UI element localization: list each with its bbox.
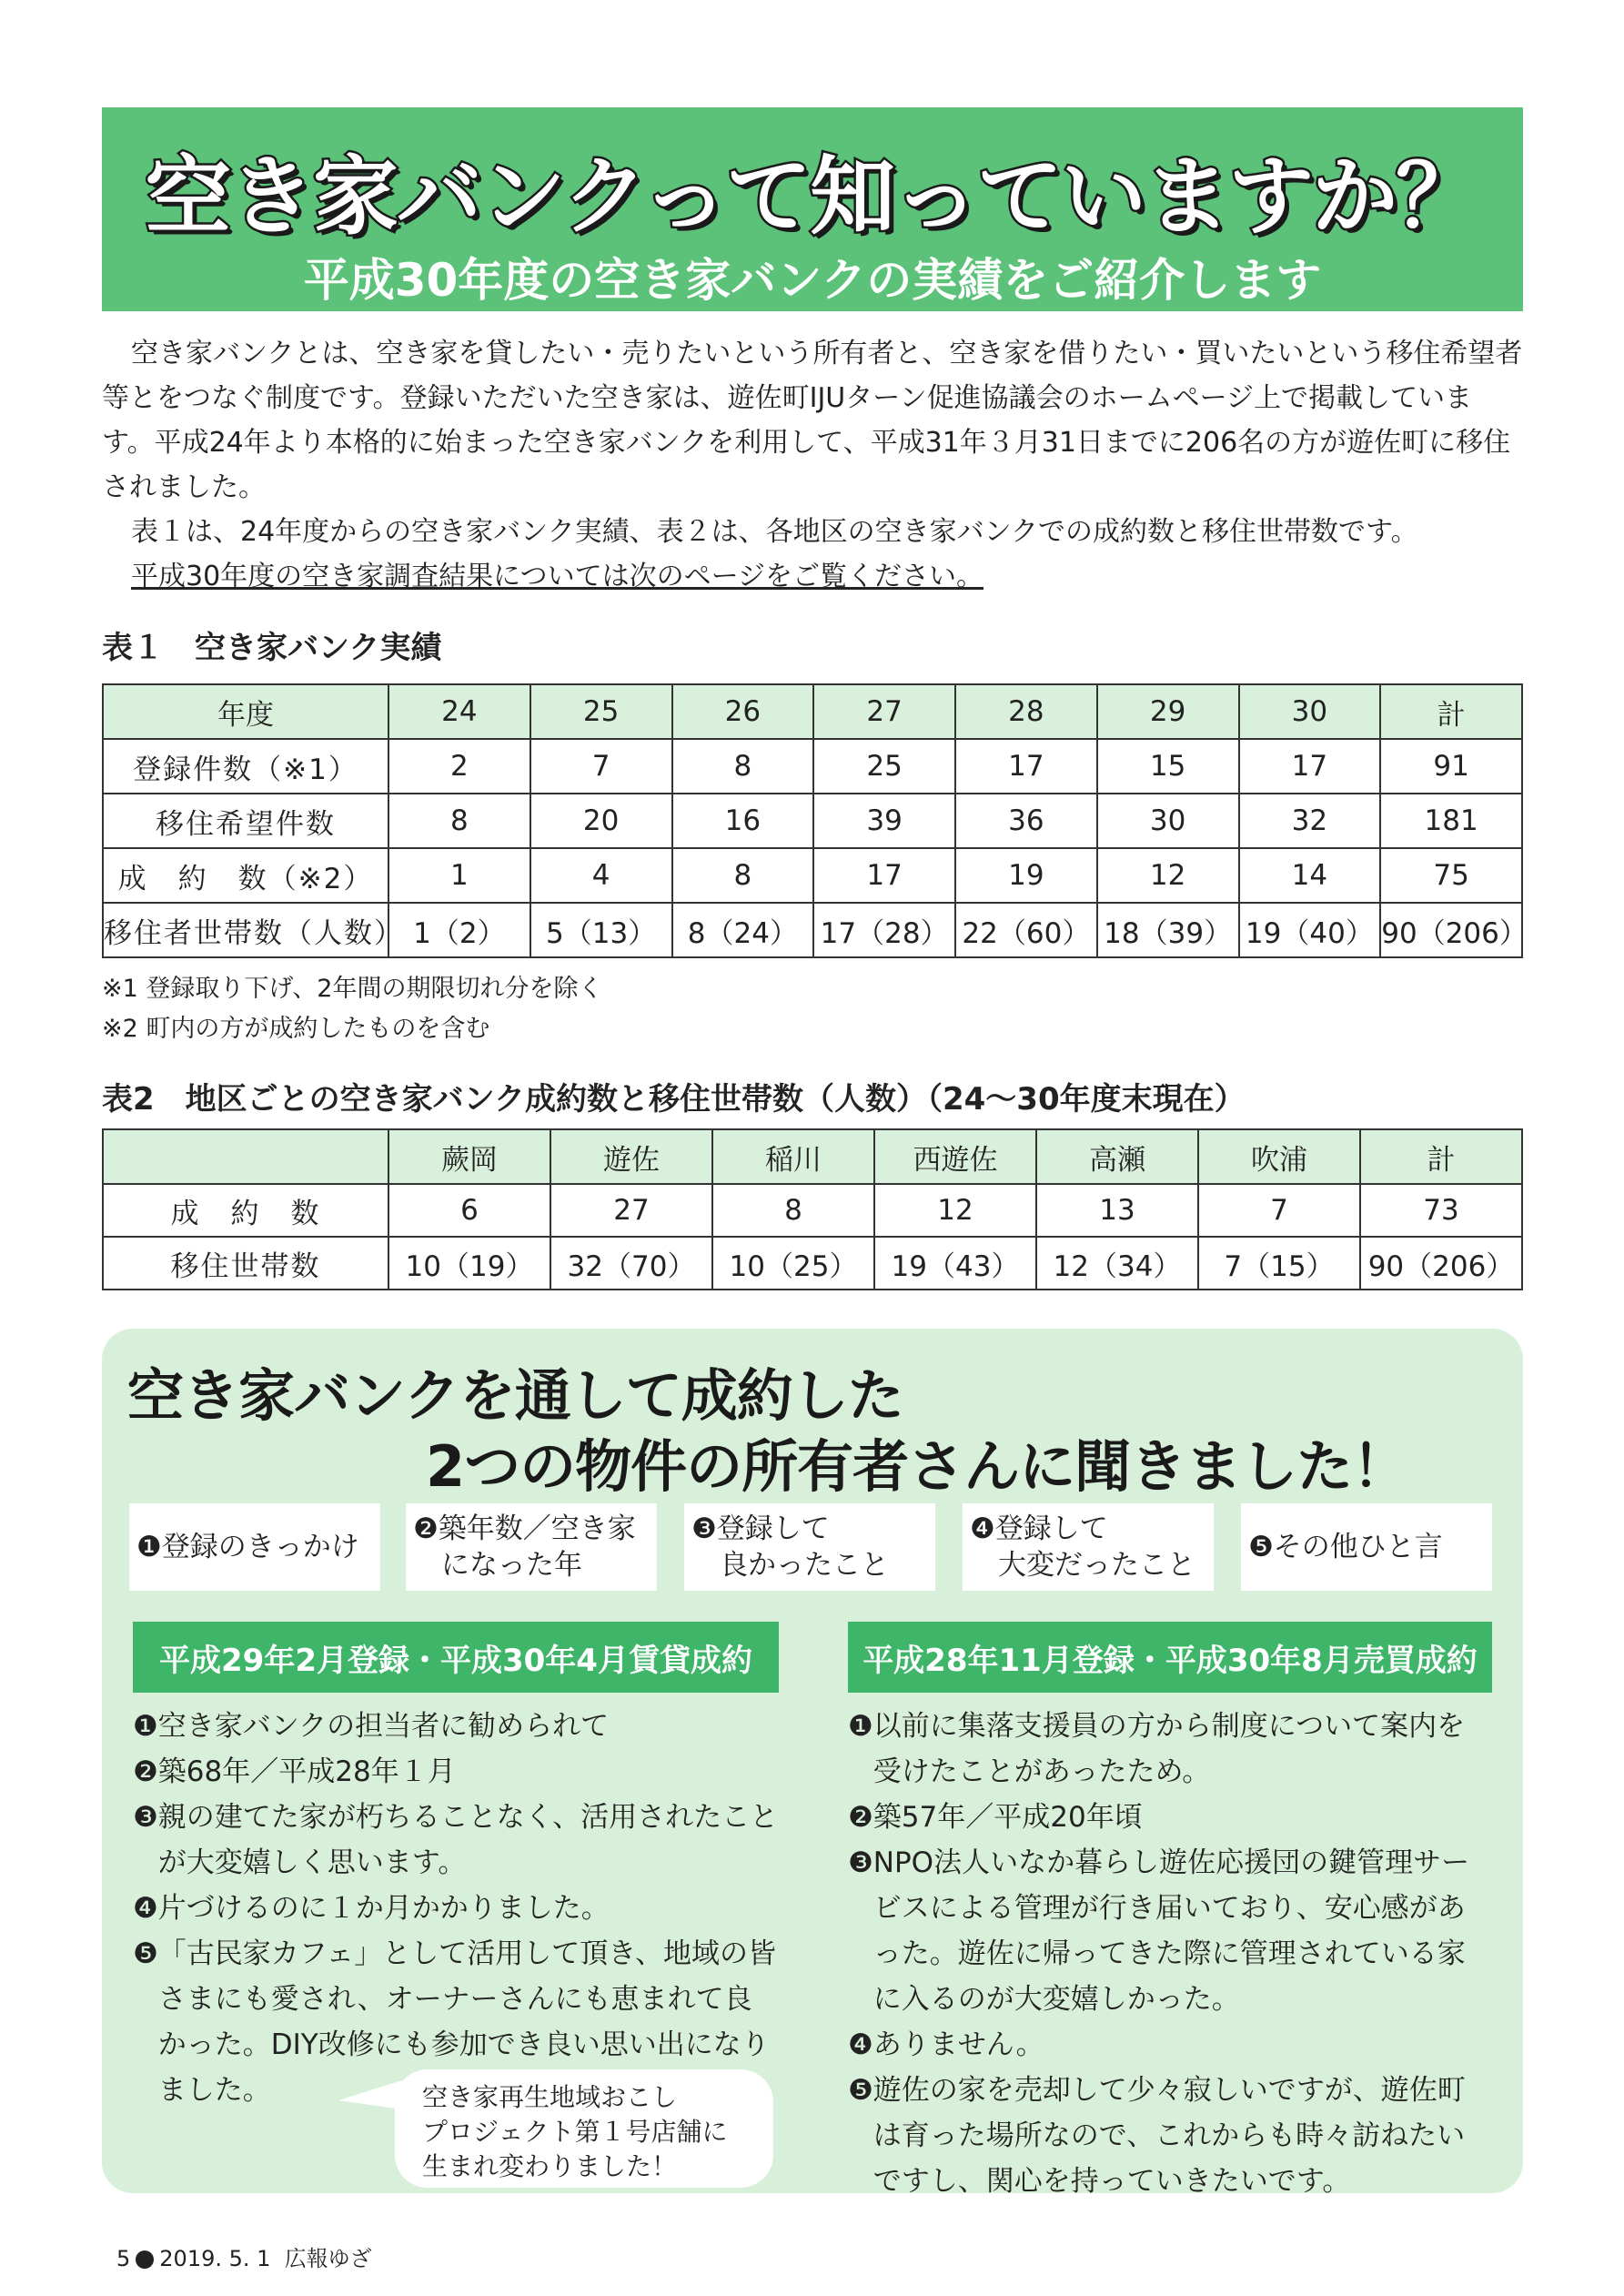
table2-header-cell: 蕨岡 — [388, 1129, 550, 1184]
table1-cell: 19（40） — [1239, 903, 1381, 957]
question-lines — [1248, 1529, 1443, 1565]
table2-cell: 7（15） — [1198, 1237, 1360, 1290]
table1-cell: 15 — [1097, 739, 1239, 794]
table2-cell: 8 — [712, 1184, 874, 1237]
table2-cell: 32（70） — [550, 1237, 712, 1290]
table2-title: 表2 地区ごとの空き家バンク成約数と移住世帯数（人数）（24〜30年度末現在） — [102, 1081, 1246, 1118]
table1-cell: 22（60） — [955, 903, 1097, 957]
intro-text — [102, 331, 1523, 599]
question-lines — [413, 1511, 636, 1583]
bullet-dot-icon — [136, 2250, 154, 2269]
table1-row-label: 成 約 数（※2） — [103, 848, 388, 903]
table1-header-cell: 28 — [955, 684, 1097, 739]
answer-item — [133, 1795, 779, 1886]
table1-cell: 4 — [530, 848, 672, 903]
table-row — [103, 1237, 1522, 1290]
question-box — [1241, 1503, 1492, 1591]
table-row — [103, 903, 1522, 957]
question-box — [684, 1503, 935, 1591]
table1-cell: 17 — [813, 848, 955, 903]
page-title: 空き家バンクって知っていますか？ — [145, 147, 1480, 247]
answer-text: 親の建てた家が朽ちることなく、活用されたことが大変嬉しく思います。 — [157, 1801, 779, 1879]
table2-cell: 13 — [1036, 1184, 1198, 1237]
answer-text: 遊佐の家を売却して少々寂しいですが、遊佐町は育った場所なので、これからも時々訪ねたいですし、関心を持っていきたいです。 — [873, 2074, 1466, 2198]
table2-cell: 6 — [388, 1184, 550, 1237]
answer-number: ❶ — [848, 1710, 873, 1743]
interview-title-line2: 2つの物件の所有者さんに聞きました！ — [426, 1433, 1408, 1500]
table2-cell: 90（206） — [1360, 1237, 1522, 1290]
answer-number: ❹ — [133, 1892, 158, 1925]
question-line: 大変だったこと — [970, 1549, 1195, 1582]
table2-header-cell: 高瀬 — [1036, 1129, 1198, 1184]
table2-row-label: 成 約 数 — [103, 1184, 388, 1237]
table1-cell: 8 — [672, 739, 814, 794]
answer-number: ❷ — [133, 1755, 158, 1788]
answer-text: 空き家バンクの担当者に勧められて — [157, 1710, 610, 1743]
answer-text: NPO法人いなか暮らし遊佐応援団の鍵管理サービスによる管理が行き届いており、安心感があった。遊佐に帰ってきた際に管理されている家に入るのが大変嬉しかった。 — [873, 1846, 1470, 2016]
table1-cell: 91 — [1380, 739, 1522, 794]
table1-cell: 30 — [1097, 794, 1239, 848]
table2-cell: 73 — [1360, 1184, 1522, 1237]
table2-header-cell: 遊佐 — [550, 1129, 712, 1184]
issue-date: 2019. 5. 1 — [159, 2246, 271, 2271]
question-line: ❸登録して — [691, 1512, 830, 1545]
answer-number: ❺ — [133, 1937, 158, 1970]
publication-name: 広報ゆざ — [284, 2246, 372, 2271]
table-row — [103, 794, 1522, 848]
table1-cell: 17（28） — [813, 903, 955, 957]
table1-cell: 39 — [813, 794, 955, 848]
table1-notes — [102, 969, 602, 1049]
answer-item — [133, 1749, 779, 1795]
left-case-heading: 平成29年2月登録・平成30年4月賃貸成約 — [133, 1622, 779, 1693]
next-page-link[interactable]: 平成30年度の空き家調査結果については次のページをご覧ください。 — [131, 561, 983, 592]
answer-text: 築68年／平成28年１月 — [157, 1755, 456, 1788]
answer-item — [848, 1840, 1492, 2022]
speech-bubble-tail — [338, 2080, 402, 2109]
answer-item — [133, 1886, 779, 1931]
table2-header-cell: 吹浦 — [1198, 1129, 1360, 1184]
table1-header-cell: 年度 — [103, 684, 388, 739]
table1-title: 表１ 空き家バンク実績 — [102, 630, 442, 666]
question-box — [129, 1503, 380, 1591]
answer-number: ❸ — [848, 1846, 873, 1879]
table1 — [102, 683, 1528, 958]
table1-cell: 8 — [672, 848, 814, 903]
table2-header-cell: 稲川 — [712, 1129, 874, 1184]
answer-number: ❷ — [848, 1801, 873, 1834]
answer-text: 片づけるのに１か月かかりました。 — [157, 1892, 610, 1925]
table2-header-cell: 計 — [1360, 1129, 1522, 1184]
table1-cell: 8 — [388, 794, 530, 848]
table1-cell: 5（13） — [530, 903, 672, 957]
table1-header-cell: 26 — [672, 684, 814, 739]
page-number: 5 — [116, 2246, 131, 2271]
table1-cell: 14 — [1239, 848, 1381, 903]
bubble-line: 生まれ変わりました！ — [422, 2151, 678, 2181]
table1-cell: 2 — [388, 739, 530, 794]
bubble-line: 空き家再生地域おこし — [422, 2082, 678, 2112]
table2-cell: 12（34） — [1036, 1237, 1198, 1290]
table2-row-label: 移住世帯数 — [103, 1237, 388, 1290]
answer-number: ❹ — [848, 2028, 873, 2061]
table2-cell: 27 — [550, 1184, 712, 1237]
question-line: ❹登録して — [970, 1512, 1108, 1545]
answer-item — [848, 2022, 1492, 2068]
table1-header-cell: 27 — [813, 684, 955, 739]
table1-cell: 17 — [1239, 739, 1381, 794]
table1-cell: 16 — [672, 794, 814, 848]
table1-header-cell: 30 — [1239, 684, 1381, 739]
table2-header-cell: 西遊佐 — [874, 1129, 1036, 1184]
table2-cell: 19（43） — [874, 1237, 1036, 1290]
table1-cell: 90（206） — [1380, 903, 1522, 957]
answer-item — [848, 2068, 1492, 2204]
question-line: ❷築年数／空き家 — [413, 1512, 636, 1545]
question-line: ❶登録のきっかけ — [136, 1531, 359, 1563]
note-2: ※2 町内の方が成約したものを含む — [102, 1015, 490, 1043]
answer-item — [848, 1795, 1492, 1840]
right-case-answers — [848, 1704, 1492, 2204]
answer-text: ありません。 — [873, 2028, 1044, 2061]
question-box — [963, 1503, 1214, 1591]
question-line: ❺その他ひと言 — [1248, 1531, 1443, 1563]
page-subtitle: 平成30年度の空き家バンクの実績をご紹介します — [303, 254, 1322, 307]
question-lines — [970, 1511, 1195, 1583]
answer-number: ❸ — [133, 1801, 158, 1834]
table2 — [102, 1128, 1523, 1290]
table1-cell: 20 — [530, 794, 672, 848]
question-line: 良かったこと — [691, 1549, 889, 1582]
question-lines — [136, 1529, 359, 1565]
answer-item — [848, 1704, 1492, 1795]
bubble-line: プロジェクト第１号店舗に — [422, 2117, 728, 2147]
page-footer — [116, 2240, 372, 2272]
table1-cell: 1 — [388, 848, 530, 903]
table2-cell: 7 — [1198, 1184, 1360, 1237]
note-1: ※1 登録取り下げ、2年間の期限切れ分を除く — [102, 975, 603, 1003]
table1-cell: 75 — [1380, 848, 1522, 903]
table2-cell: 12 — [874, 1184, 1036, 1237]
table2-header-cell — [103, 1129, 388, 1184]
table1-header-cell: 計 — [1380, 684, 1522, 739]
interview-title-line1: 空き家バンクを通して成約した — [127, 1362, 903, 1429]
table1-cell: 32 — [1239, 794, 1381, 848]
table1-cell: 36 — [955, 794, 1097, 848]
table-row — [103, 1184, 1522, 1237]
answer-number: ❺ — [848, 2074, 873, 2107]
table-row — [103, 848, 1522, 903]
table2-cell: 10（19） — [388, 1237, 550, 1290]
table1-cell: 7 — [530, 739, 672, 794]
table1-header-row — [103, 684, 1522, 739]
intro-paragraph-2: 表１は、24年度からの空き家バンク実績、表２は、各地区の空き家バンクでの成約数と移住世帯数です。 — [131, 516, 1418, 548]
table1-header-cell: 25 — [530, 684, 672, 739]
table1-cell: 12 — [1097, 848, 1239, 903]
table-row — [103, 739, 1522, 794]
table1-cell: 8（24） — [672, 903, 814, 957]
table2-cell: 10（25） — [712, 1237, 874, 1290]
right-case-heading: 平成28年11月登録・平成30年8月売買成約 — [848, 1622, 1492, 1693]
answer-text: 「古民家カフェ」として活用して頂き、地域の皆さまにも愛され、オーナーさんにも恵まれて良かった。DIY改修にも参加でき良い思い出になりました。 — [157, 1937, 777, 2107]
table1-cell: 25 — [813, 739, 955, 794]
title-banner — [102, 107, 1523, 311]
intro-paragraph-1: 空き家バンクとは、空き家を貸したい・売りたいという所有者と、空き家を借りたい・買いたいという移住希望者等とをつなぐ制度です。登録いただいた空き家は、遊佐町IJUターン促進協議会のホームページ上で掲載しています。平成24年より本格的に始まった空き家バンクを利用して、平成31年３月31日までに206名の方が遊佐町に移住されました。 — [102, 338, 1523, 503]
answer-text: 築57年／平成20年頃 — [873, 1801, 1143, 1834]
question-line: になった年 — [413, 1549, 582, 1582]
table1-header-cell: 29 — [1097, 684, 1239, 739]
table1-cell: 1（2） — [388, 903, 530, 957]
table1-header-cell: 24 — [388, 684, 530, 739]
table1-cell: 19 — [955, 848, 1097, 903]
table1-row-label: 移住希望件数 — [103, 794, 388, 848]
table1-row-label: 移住者世帯数（人数） — [103, 903, 388, 957]
table1-cell: 17 — [955, 739, 1097, 794]
speech-bubble — [395, 2069, 773, 2188]
question-lines — [691, 1511, 889, 1583]
answer-number: ❶ — [133, 1710, 158, 1743]
answer-text: 以前に集落支援員の方から制度について案内を受けたことがあったため。 — [873, 1710, 1466, 1788]
table2-header-row — [103, 1129, 1522, 1184]
question-box — [406, 1503, 657, 1591]
answer-item — [133, 1704, 779, 1749]
table1-cell: 18（39） — [1097, 903, 1239, 957]
table1-cell: 181 — [1380, 794, 1522, 848]
table1-row-label: 登録件数（※1） — [103, 739, 388, 794]
left-case-answers — [133, 1704, 797, 2113]
